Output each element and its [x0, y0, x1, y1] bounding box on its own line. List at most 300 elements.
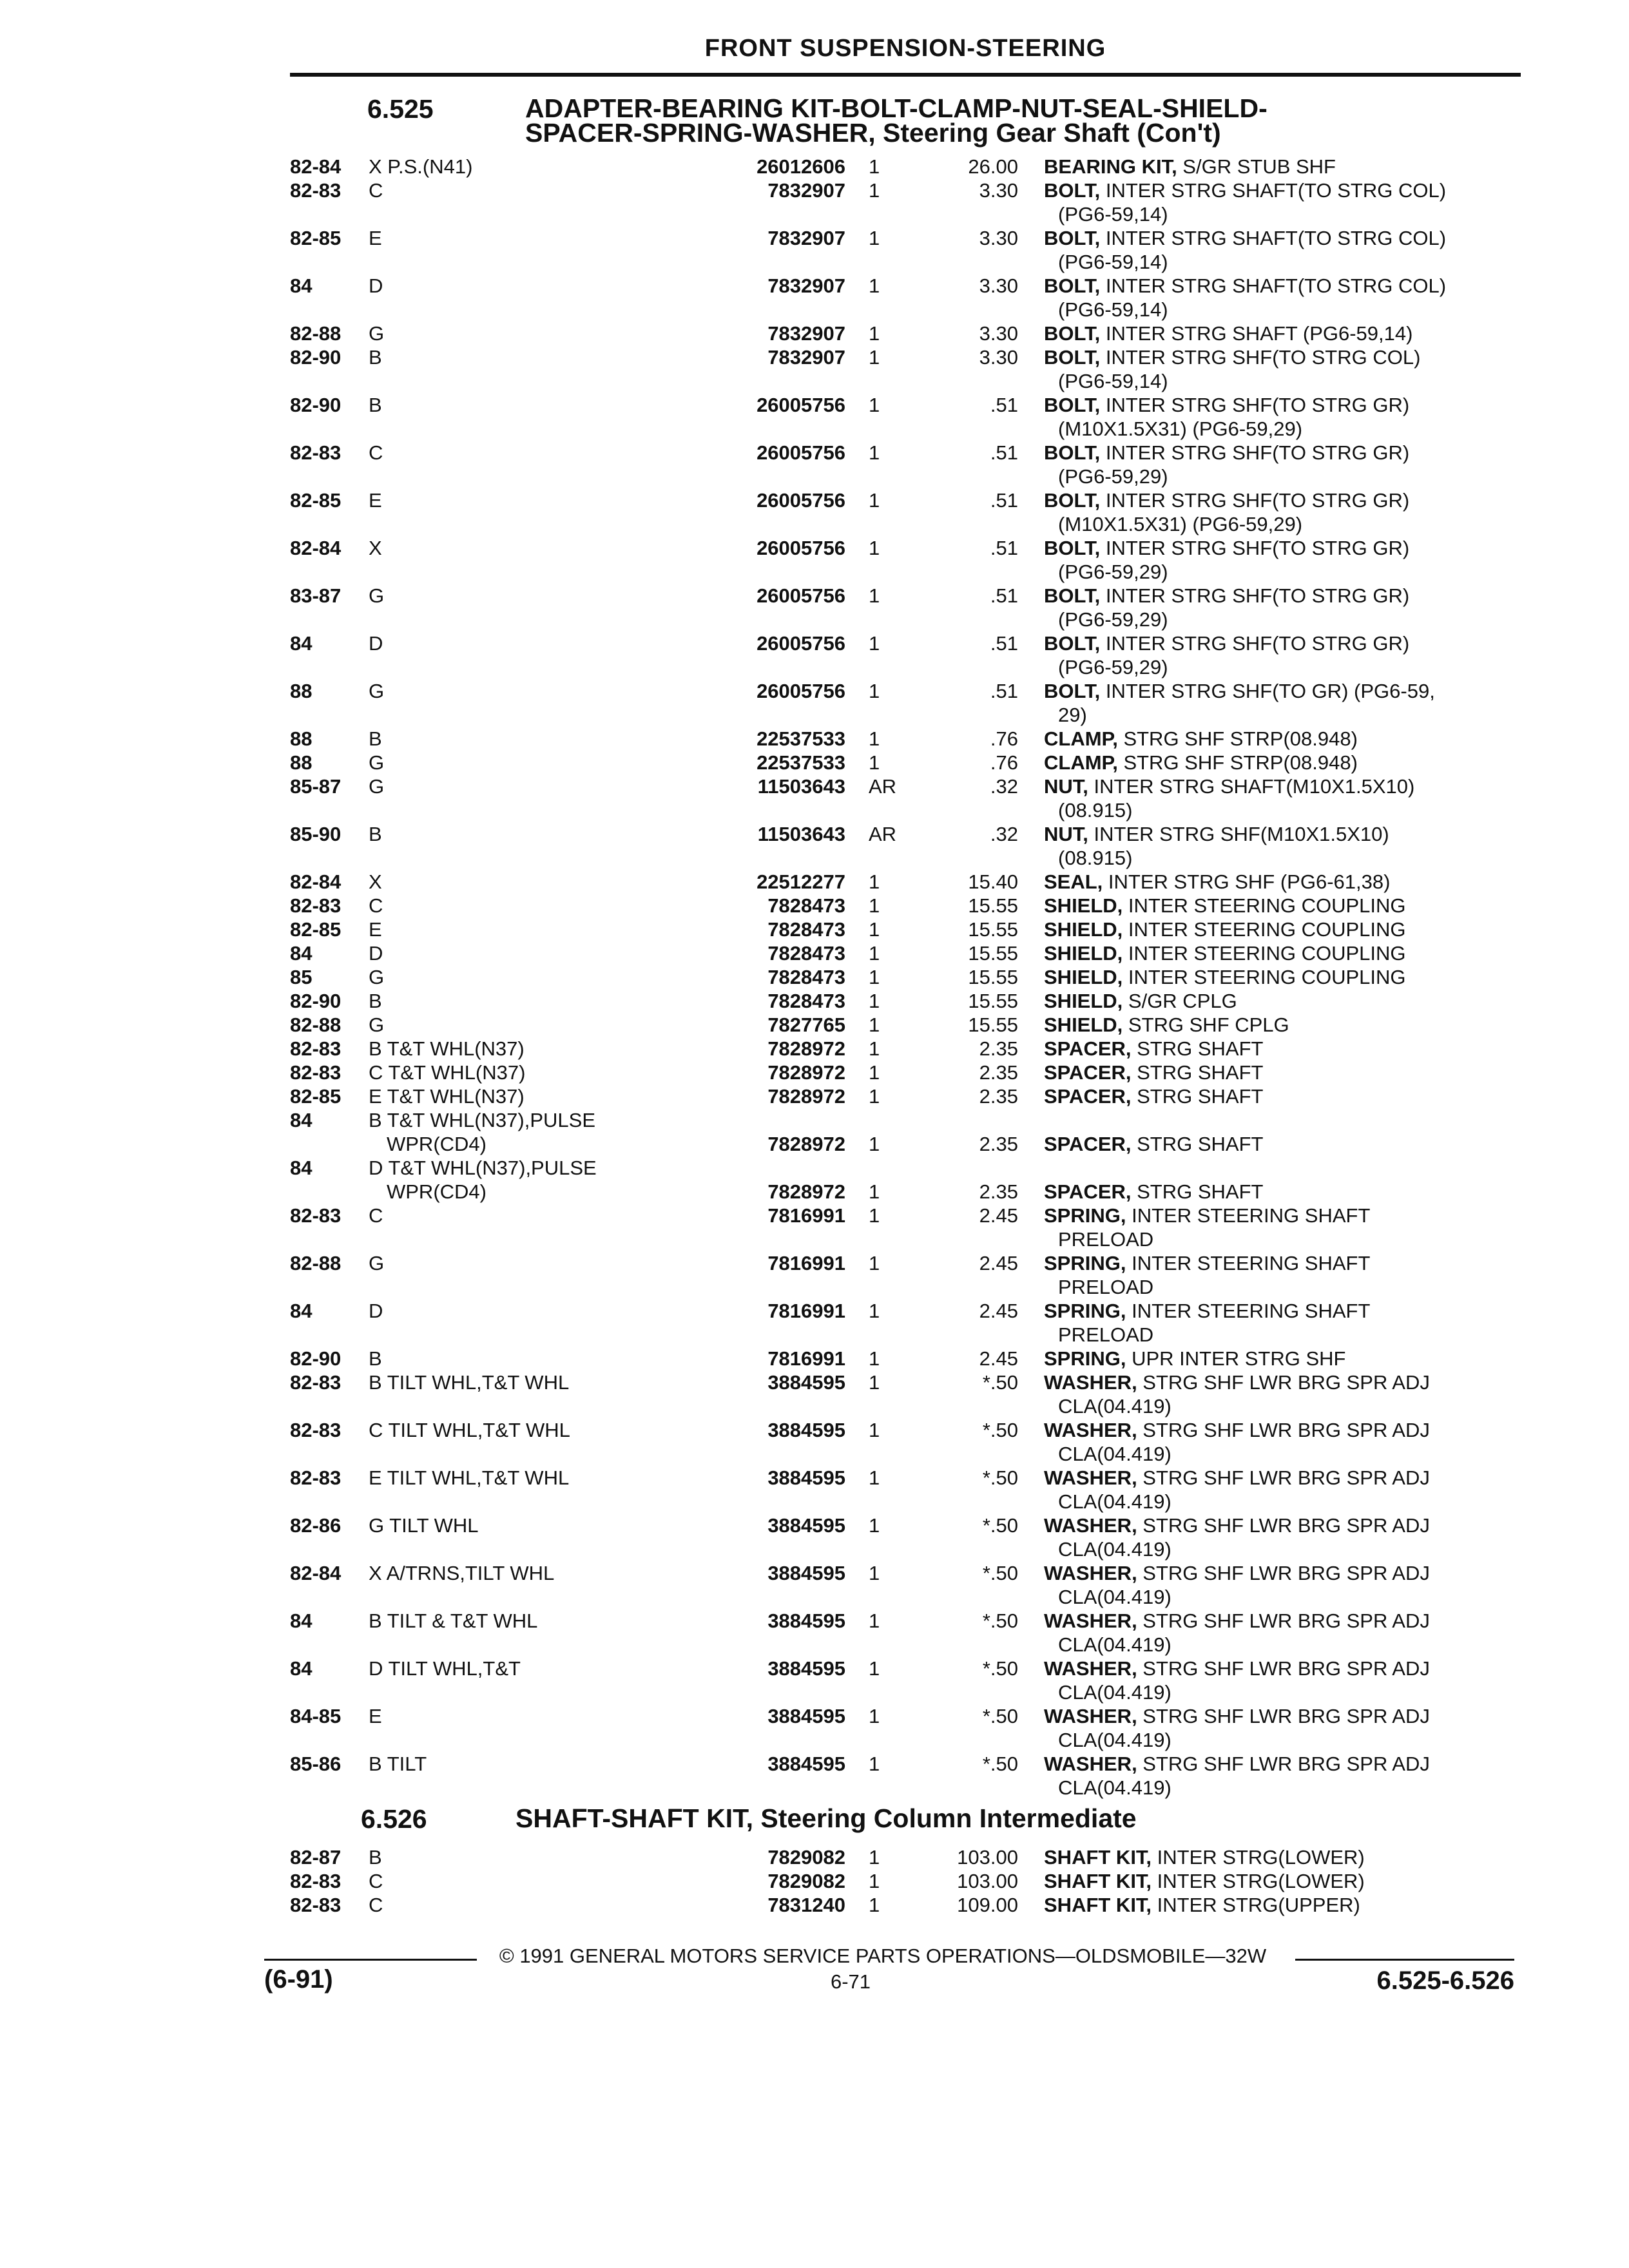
price-cell: *.50: [982, 1466, 1018, 1489]
model-cell: D: [369, 632, 383, 655]
description-continued: (PG6-59,29): [1058, 656, 1168, 678]
description-bold: SHAFT KIT,: [1044, 1870, 1152, 1892]
year-cell: 82-83: [290, 1419, 342, 1441]
price-cell: .51: [990, 489, 1018, 512]
part-number-cell: 7816991: [767, 1347, 845, 1370]
model-cell: X: [369, 870, 382, 893]
part-number-cell: 26005756: [757, 632, 845, 655]
quantity-cell: 1: [869, 441, 880, 464]
price-cell: .51: [990, 632, 1018, 655]
description-text: INTER STRG SHAFT (PG6-59,14): [1100, 322, 1413, 345]
description-bold: SHIELD,: [1044, 918, 1123, 941]
description-text: INTER STRG SHF(TO GR) (PG6-59,: [1100, 680, 1435, 702]
year-cell: 82-85: [290, 227, 342, 249]
price-cell: 3.30: [979, 179, 1018, 202]
description-bold: CLAMP,: [1044, 727, 1118, 750]
year-cell: 82-83: [290, 1037, 342, 1060]
model-cell: B T&T WHL(N37),PULSE: [369, 1109, 596, 1131]
model-cell: C TILT WHL,T&T WHL: [369, 1419, 570, 1441]
description-continued: CLA(04.419): [1058, 1443, 1171, 1465]
model-cell: B: [369, 1347, 382, 1370]
year-cell: 82-84: [290, 155, 342, 178]
part-number-cell: 11503643: [757, 823, 845, 845]
quantity-cell: AR: [869, 775, 897, 798]
year-cell: 85-87: [290, 775, 342, 798]
year-cell: 82-83: [290, 1894, 342, 1916]
year-cell: 82-83: [290, 1371, 342, 1394]
description-bold: WASHER,: [1044, 1753, 1137, 1775]
description-continued: CLA(04.419): [1058, 1538, 1171, 1561]
model-cell: B: [369, 823, 382, 845]
description-text: INTER STRG SHAFT(TO STRG COL): [1100, 179, 1447, 202]
description-continued: CLA(04.419): [1058, 1633, 1171, 1656]
part-number-cell: 7828473: [767, 942, 845, 965]
price-cell: .51: [990, 680, 1018, 702]
description-text: STRG SHF LWR BRG SPR ADJ: [1137, 1466, 1430, 1489]
part-number-cell: 22537533: [757, 751, 845, 774]
quantity-cell: 1: [869, 966, 880, 988]
part-number-cell: 7816991: [767, 1204, 845, 1227]
quantity-cell: 1: [869, 179, 880, 202]
description-text: STRG SHF LWR BRG SPR ADJ: [1137, 1419, 1430, 1441]
description-text: S/GR CPLG: [1123, 990, 1237, 1012]
description-continued: (M10X1.5X31) (PG6-59,29): [1058, 418, 1303, 440]
quantity-cell: 1: [869, 727, 880, 750]
part-number-cell: 3884595: [767, 1657, 845, 1680]
quantity-cell: 1: [869, 1657, 880, 1680]
part-number-cell: 7828972: [767, 1085, 845, 1108]
part-number-cell: 7832907: [767, 227, 845, 249]
part-number-cell: 7828972: [767, 1133, 845, 1155]
section-title-line1: ADAPTER-BEARING KIT-BOLT-CLAMP-NUT-SEAL-SHIELD-: [525, 93, 1268, 123]
part-number-cell: 7828972: [767, 1037, 845, 1060]
price-cell: .51: [990, 584, 1018, 607]
model-cell: B: [369, 346, 382, 369]
description-text: UPR INTER STRG SHF: [1126, 1347, 1346, 1370]
quantity-cell: 1: [869, 942, 880, 965]
model-cell: D T&T WHL(N37),PULSE: [369, 1157, 597, 1179]
price-cell: 2.45: [979, 1300, 1018, 1322]
part-number-cell: 7828473: [767, 918, 845, 941]
description-text: INTER STEERING COUPLING: [1123, 942, 1406, 965]
description-continued: CLA(04.419): [1058, 1586, 1171, 1608]
year-cell: 82-88: [290, 1014, 342, 1036]
quantity-cell: 1: [869, 870, 880, 893]
description-continued: PRELOAD: [1058, 1323, 1154, 1346]
description-continued: CLA(04.419): [1058, 1776, 1171, 1799]
price-cell: 2.45: [979, 1252, 1018, 1274]
year-cell: 85: [290, 966, 313, 988]
description-bold: SEAL,: [1044, 870, 1103, 893]
description-bold: BEARING KIT,: [1044, 155, 1177, 178]
model-cell: D: [369, 942, 383, 965]
price-cell: 2.35: [979, 1061, 1018, 1084]
model-cell: E: [369, 227, 382, 249]
year-cell: 82-83: [290, 179, 342, 202]
quantity-cell: 1: [869, 680, 880, 702]
part-number-cell: 7832907: [767, 346, 845, 369]
quantity-cell: 1: [869, 1133, 880, 1155]
part-number-cell: 7832907: [767, 274, 845, 297]
description-continued: (PG6-59,29): [1058, 465, 1168, 488]
price-cell: .51: [990, 537, 1018, 559]
description-cell: [1044, 1845, 1514, 1869]
part-number-cell: 7827765: [767, 1014, 845, 1036]
description-bold: BOLT,: [1044, 394, 1101, 416]
year-cell: 82-84: [290, 870, 342, 893]
quantity-cell: 1: [869, 1753, 880, 1775]
description-text: INTER STRG SHAFT(TO STRG COL): [1100, 227, 1447, 249]
price-cell: .51: [990, 441, 1018, 464]
description-continued: PRELOAD: [1058, 1276, 1154, 1298]
model-cell: G: [369, 966, 385, 988]
year-cell: 82-88: [290, 1252, 342, 1274]
part-number-cell: 11503643: [757, 775, 845, 798]
price-cell: 103.00: [957, 1846, 1018, 1869]
part-number-cell: 7832907: [767, 322, 845, 345]
model-cell: E: [369, 489, 382, 512]
year-cell: 84: [290, 1610, 313, 1632]
description-bold: SHIELD,: [1044, 1014, 1123, 1036]
quantity-cell: 1: [869, 1252, 880, 1274]
year-cell: 82-83: [290, 441, 342, 464]
price-cell: 26.00: [968, 155, 1018, 178]
quantity-cell: 1: [869, 990, 880, 1012]
quantity-cell: 1: [869, 1037, 880, 1060]
part-number-cell: 7829082: [767, 1870, 845, 1892]
quantity-cell: 1: [869, 1300, 880, 1322]
quantity-cell: 1: [869, 1085, 880, 1108]
description-text: STRG SHAFT: [1131, 1037, 1264, 1060]
description-continued: (PG6-59,14): [1058, 203, 1168, 226]
model-cell: G TILT WHL: [369, 1514, 479, 1537]
part-number-cell: 3884595: [767, 1610, 845, 1632]
quantity-cell: 1: [869, 751, 880, 774]
description-cell: [1044, 1869, 1514, 1893]
price-cell: *.50: [982, 1705, 1018, 1727]
description-text: INTER STRG SHF(TO STRG GR): [1100, 632, 1410, 655]
part-number-cell: 7828972: [767, 1180, 845, 1203]
description-bold: WASHER,: [1044, 1610, 1137, 1632]
year-cell: 88: [290, 680, 313, 702]
description-text: INTER STRG SHF(TO STRG COL): [1100, 346, 1421, 369]
year-cell: 82-85: [290, 489, 342, 512]
section-title-line2: SPACER-SPRING-WASHER, Steering Gear Shaft (Con't): [525, 118, 1221, 148]
description-continued: PRELOAD: [1058, 1228, 1154, 1251]
model-cell: D TILT WHL,T&T: [369, 1657, 521, 1680]
part-number-cell: 26005756: [757, 584, 845, 607]
quantity-cell: 1: [869, 1846, 880, 1869]
year-cell: 82-86: [290, 1514, 342, 1537]
price-cell: .32: [990, 823, 1018, 845]
description-text: STRG SHF LWR BRG SPR ADJ: [1137, 1562, 1430, 1584]
year-cell: 85-90: [290, 823, 342, 845]
description-text: STRG SHF LWR BRG SPR ADJ: [1137, 1657, 1430, 1680]
quantity-cell: 1: [869, 894, 880, 917]
description-continued: (PG6-59,14): [1058, 370, 1168, 392]
footer-rule: [1295, 1959, 1514, 1961]
part-number-cell: 26012606: [757, 155, 845, 178]
part-number-cell: 7828473: [767, 966, 845, 988]
year-cell: 84: [290, 942, 313, 965]
model-cell: B: [369, 394, 382, 416]
description-bold: BOLT,: [1044, 227, 1101, 249]
description-bold: SPACER,: [1044, 1180, 1132, 1203]
model-cell-continued: WPR(CD4): [387, 1180, 487, 1203]
description-text: INTER STRG SHF(TO STRG GR): [1100, 584, 1410, 607]
model-cell: B T&T WHL(N37): [369, 1037, 525, 1060]
part-number-cell: 3884595: [767, 1419, 845, 1441]
price-cell: .32: [990, 775, 1018, 798]
part-number-cell: 26005756: [757, 394, 845, 416]
description-continued: 29): [1058, 704, 1087, 726]
model-cell: B: [369, 990, 382, 1012]
quantity-cell: 1: [869, 537, 880, 559]
year-cell: 85-86: [290, 1753, 342, 1775]
description-text: STRG SHF LWR BRG SPR ADJ: [1137, 1371, 1430, 1394]
section-range: 6.525-6.526: [1376, 1966, 1514, 1995]
part-number-cell: 22512277: [757, 870, 845, 893]
year-cell: 82-83: [290, 1061, 342, 1084]
year-cell: 82-87: [290, 1846, 342, 1869]
year-cell: 82-83: [290, 1870, 342, 1892]
quantity-cell: 1: [869, 322, 880, 345]
quantity-cell: 1: [869, 1014, 880, 1036]
quantity-cell: 1: [869, 1705, 880, 1727]
year-cell: 84: [290, 1109, 313, 1131]
footer-rule: [264, 1959, 477, 1961]
year-cell: 84: [290, 1157, 313, 1179]
year-cell: 83-87: [290, 584, 342, 607]
part-number-cell: 3884595: [767, 1705, 845, 1727]
year-cell: 88: [290, 751, 313, 774]
description-bold: SHIELD,: [1044, 894, 1123, 917]
description-text: STRG SHF LWR BRG SPR ADJ: [1137, 1753, 1430, 1775]
description-text: INTER STRG SHAFT(M10X1.5X10): [1088, 775, 1415, 798]
description-continued: (M10X1.5X31) (PG6-59,29): [1058, 513, 1303, 535]
quantity-cell: 1: [869, 394, 880, 416]
description-text: INTER STRG SHAFT(TO STRG COL): [1100, 274, 1447, 297]
quantity-cell: 1: [869, 1610, 880, 1632]
description-bold: NUT,: [1044, 823, 1088, 845]
description-continued: (PG6-59,29): [1058, 608, 1168, 631]
description-text: INTER STEERING COUPLING: [1123, 894, 1406, 917]
quantity-cell: 1: [869, 1466, 880, 1489]
description-text: INTER STEERING SHAFT: [1126, 1204, 1371, 1227]
description-text: STRG SHF STRP(08.948): [1117, 751, 1358, 774]
part-number-cell: 7829082: [767, 1846, 845, 1869]
part-number-cell: 7828972: [767, 1061, 845, 1084]
description-bold: BOLT,: [1044, 632, 1101, 655]
quantity-cell: 1: [869, 227, 880, 249]
price-cell: *.50: [982, 1610, 1018, 1632]
price-cell: 3.30: [979, 227, 1018, 249]
year-cell: 82-84: [290, 537, 342, 559]
quantity-cell: 1: [869, 1562, 880, 1584]
description-bold: BOLT,: [1044, 584, 1101, 607]
description-continued: (PG6-59,14): [1058, 251, 1168, 273]
description-text: INTER STRG SHF(TO STRG GR): [1100, 537, 1410, 559]
quantity-cell: 1: [869, 1870, 880, 1892]
model-cell: E T&T WHL(N37): [369, 1085, 525, 1108]
quantity-cell: 1: [869, 155, 880, 178]
description-continued: CLA(04.419): [1058, 1490, 1171, 1513]
price-cell: *.50: [982, 1657, 1018, 1680]
quantity-cell: 1: [869, 489, 880, 512]
footer-copyright: © 1991 GENERAL MOTORS SERVICE PARTS OPERATIONS—OLDSMOBILE—32W: [499, 1945, 1267, 1967]
part-number-cell: 3884595: [767, 1514, 845, 1537]
model-cell: G: [369, 584, 385, 607]
quantity-cell: 1: [869, 1061, 880, 1084]
description-bold: BOLT,: [1044, 537, 1101, 559]
year-cell: 82-85: [290, 918, 342, 941]
price-cell: 109.00: [957, 1894, 1018, 1916]
description-text: STRG SHAFT: [1131, 1133, 1264, 1155]
model-cell: X P.S.(N41): [369, 155, 473, 178]
part-number-cell: 26005756: [757, 537, 845, 559]
description-bold: WASHER,: [1044, 1419, 1137, 1441]
description-text: INTER STEERING SHAFT: [1126, 1300, 1371, 1322]
model-cell: G: [369, 1014, 385, 1036]
model-cell: C: [369, 894, 383, 917]
part-number-cell: 7828473: [767, 990, 845, 1012]
model-cell: B: [369, 1846, 382, 1869]
description-bold: SPRING,: [1044, 1347, 1126, 1370]
description-text: INTER STRG(LOWER): [1152, 1846, 1365, 1869]
description-bold: BOLT,: [1044, 346, 1101, 369]
price-cell: 2.35: [979, 1085, 1018, 1108]
price-cell: .76: [990, 727, 1018, 750]
description-continued: CLA(04.419): [1058, 1681, 1171, 1704]
price-cell: 103.00: [957, 1870, 1018, 1892]
section-number: 6.526: [361, 1804, 427, 1834]
description-bold: WASHER,: [1044, 1562, 1137, 1584]
price-cell: .51: [990, 394, 1018, 416]
year-cell: 84-85: [290, 1705, 342, 1727]
description-bold: SHAFT KIT,: [1044, 1846, 1152, 1869]
quantity-cell: 1: [869, 1180, 880, 1203]
model-cell: E: [369, 1705, 382, 1727]
part-number-cell: 3884595: [767, 1371, 845, 1394]
description-bold: WASHER,: [1044, 1514, 1137, 1537]
year-cell: 84: [290, 1300, 313, 1322]
price-cell: *.50: [982, 1419, 1018, 1441]
model-cell: C: [369, 1204, 383, 1227]
section-number: 6.525: [367, 94, 434, 124]
part-number-cell: 22537533: [757, 727, 845, 750]
year-cell: 88: [290, 727, 313, 750]
model-cell: B TILT: [369, 1753, 427, 1775]
price-cell: 2.45: [979, 1347, 1018, 1370]
description-continued: (08.915): [1058, 799, 1133, 822]
model-cell: C: [369, 441, 383, 464]
description-bold: BOLT,: [1044, 274, 1101, 297]
price-cell: *.50: [982, 1371, 1018, 1394]
description-text: INTER STRG SHF(M10X1.5X10): [1088, 823, 1389, 845]
price-cell: 15.55: [968, 942, 1018, 965]
description-bold: SPRING,: [1044, 1204, 1126, 1227]
year-cell: 84: [290, 274, 313, 297]
quantity-cell: 1: [869, 1371, 880, 1394]
quantity-cell: 1: [869, 1894, 880, 1916]
model-cell: C T&T WHL(N37): [369, 1061, 526, 1084]
description-bold: SPACER,: [1044, 1037, 1132, 1060]
description-bold: BOLT,: [1044, 489, 1101, 512]
model-cell: D: [369, 274, 383, 297]
description-text: STRG SHF CPLG: [1123, 1014, 1289, 1036]
page-title: FRONT SUSPENSION-STEERING: [704, 35, 1106, 62]
description-bold: SPACER,: [1044, 1133, 1132, 1155]
model-cell: G: [369, 322, 385, 345]
model-cell: B TILT & T&T WHL: [369, 1610, 538, 1632]
description-continued: (PG6-59,14): [1058, 298, 1168, 321]
price-cell: 15.55: [968, 990, 1018, 1012]
part-number-cell: 7816991: [767, 1300, 845, 1322]
part-number-cell: 26005756: [757, 489, 845, 512]
description-continued: (PG6-59,29): [1058, 561, 1168, 583]
price-cell: .76: [990, 751, 1018, 774]
price-cell: 2.35: [979, 1037, 1018, 1060]
part-number-cell: 26005756: [757, 441, 845, 464]
year-cell: 82-90: [290, 1347, 342, 1370]
description-bold: BOLT,: [1044, 179, 1101, 202]
year-cell: 82-84: [290, 1562, 342, 1584]
description-text: STRG SHF LWR BRG SPR ADJ: [1137, 1705, 1430, 1727]
description-continued: CLA(04.419): [1058, 1729, 1171, 1751]
model-cell: G: [369, 680, 385, 702]
description-bold: CLAMP,: [1044, 751, 1118, 774]
description-bold: WASHER,: [1044, 1657, 1137, 1680]
description-text: INTER STRG SHF(TO STRG GR): [1100, 489, 1410, 512]
price-cell: 15.55: [968, 1014, 1018, 1036]
model-cell: C: [369, 179, 383, 202]
description-text: INTER STRG SHF(TO STRG GR): [1100, 394, 1410, 416]
description-continued: CLA(04.419): [1058, 1395, 1171, 1418]
price-cell: *.50: [982, 1753, 1018, 1775]
description-text: STRG SHAFT: [1131, 1085, 1264, 1108]
year-cell: 82-90: [290, 394, 342, 416]
description-bold: SPACER,: [1044, 1061, 1132, 1084]
year-cell: 82-83: [290, 1466, 342, 1489]
year-cell: 82-90: [290, 990, 342, 1012]
price-cell: *.50: [982, 1562, 1018, 1584]
part-number-cell: 3884595: [767, 1466, 845, 1489]
description-text: STRG SHF LWR BRG SPR ADJ: [1137, 1610, 1430, 1632]
description-bold: WASHER,: [1044, 1466, 1137, 1489]
description-bold: BOLT,: [1044, 322, 1101, 345]
model-cell: C: [369, 1894, 383, 1916]
description-text: S/GR STUB SHF: [1177, 155, 1336, 178]
quantity-cell: 1: [869, 1514, 880, 1537]
year-cell: 82-88: [290, 322, 342, 345]
part-number-cell: 7816991: [767, 1252, 845, 1274]
description-bold: BOLT,: [1044, 680, 1101, 702]
quantity-cell: 1: [869, 632, 880, 655]
description-text: STRG SHF LWR BRG SPR ADJ: [1137, 1514, 1430, 1537]
model-cell: X: [369, 537, 382, 559]
part-number-cell: 7831240: [767, 1894, 845, 1916]
year-cell: 82-83: [290, 1204, 342, 1227]
price-cell: 3.30: [979, 322, 1018, 345]
description-bold: NUT,: [1044, 775, 1088, 798]
description-bold: WASHER,: [1044, 1705, 1137, 1727]
description-cell: [1044, 1893, 1514, 1917]
part-number-cell: 3884595: [767, 1753, 845, 1775]
price-cell: 3.30: [979, 274, 1018, 297]
model-cell: C: [369, 1870, 383, 1892]
quantity-cell: 1: [869, 918, 880, 941]
year-cell: 82-90: [290, 346, 342, 369]
